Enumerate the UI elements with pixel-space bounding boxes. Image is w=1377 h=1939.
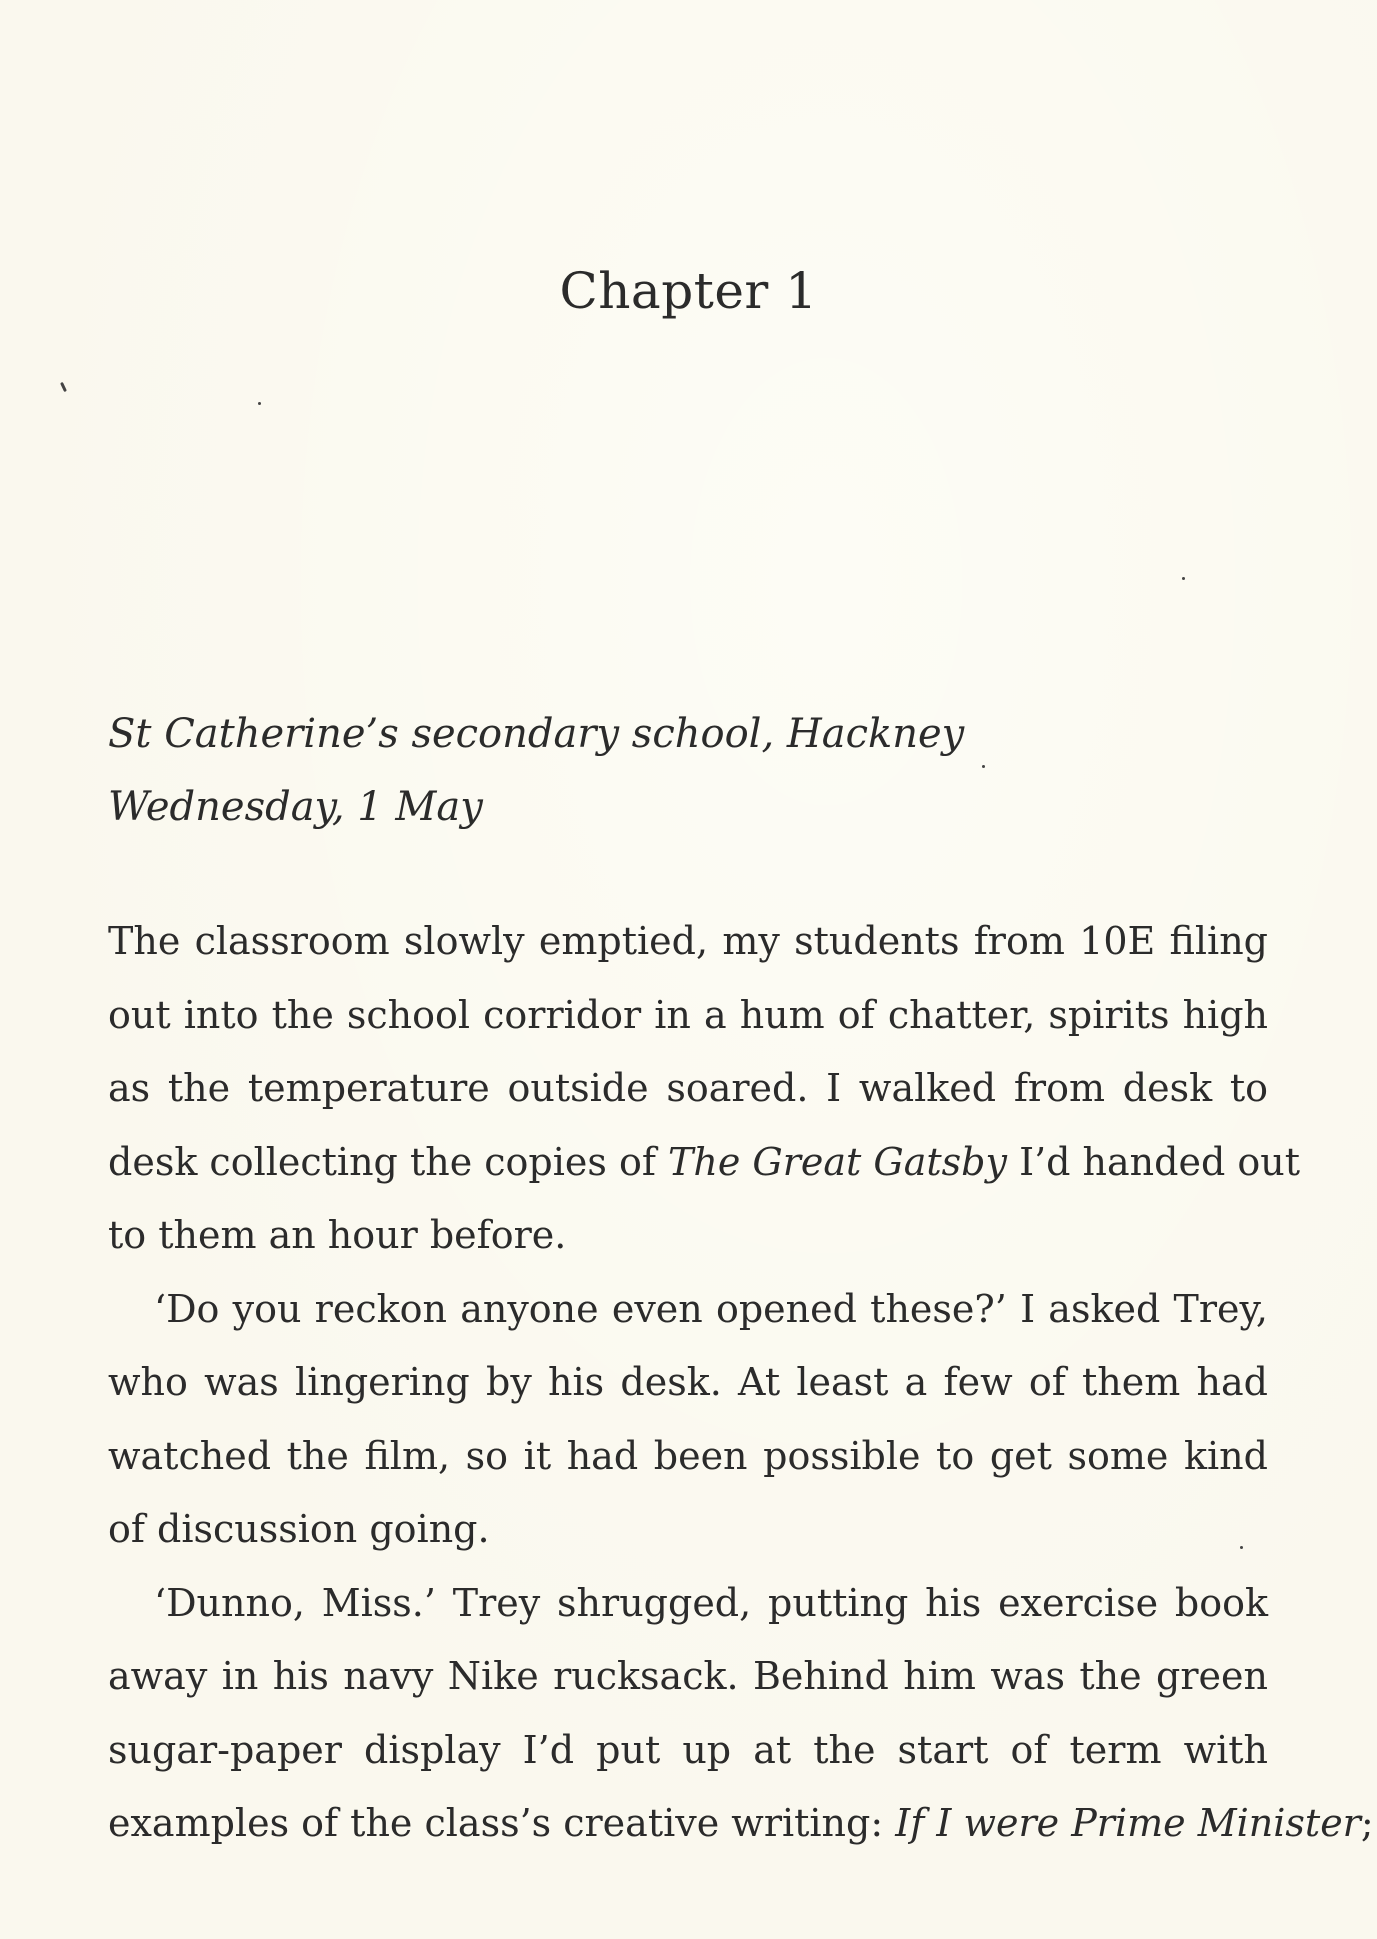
text-line <box>108 1787 1374 1861</box>
setting-place: St Catherine’s secondary school, Hackney <box>108 711 965 757</box>
setting-date: Wednesday, 1 May <box>108 784 483 830</box>
text-line: ‘Dunno, Miss.’ Trey shrugged, putting his exercise book <box>154 1580 1268 1625</box>
text-line: as the temperature outside soared. I walked from desk to <box>108 1066 1268 1110</box>
text-line: who was lingering by his desk. At least a few of them had <box>108 1360 1268 1404</box>
chapter-title: Chapter 1 <box>559 262 818 320</box>
essay-title: If I were Prime Minister <box>895 1801 1361 1845</box>
text-line <box>108 1126 1300 1200</box>
scan-speck <box>982 765 985 768</box>
body-text <box>108 905 1374 1861</box>
text-line: The classroom slowly emptied, my students from 10E filing <box>108 919 1268 963</box>
scan-speck <box>60 382 67 392</box>
setting-heading <box>108 698 964 844</box>
text-segment: desk collecting the copies of <box>108 1139 668 1184</box>
book-title: The Great Gatsby <box>668 1139 1007 1184</box>
text-line: ‘Do you reckon anyone even opened these?’ I asked Trey, <box>154 1286 1268 1331</box>
text-line: out into the school corridor in a hum of chatter, spirits high <box>108 992 1268 1037</box>
text-line: of discussion going. <box>108 1507 490 1551</box>
text-segment: I’d handed out <box>1006 1139 1300 1184</box>
text-line: sugar-paper display I’d put up at the start of term with <box>108 1727 1268 1772</box>
text-line: away in his navy Nike rucksack. Behind him was the green <box>108 1654 1268 1698</box>
scan-speck <box>258 402 261 405</box>
scan-speck <box>1182 577 1185 580</box>
text-segment: ; <box>1360 1801 1374 1845</box>
text-segment: examples of the class’s creative writing: <box>108 1801 896 1845</box>
text-line: watched the film, so it had been possible to get some kind <box>108 1433 1268 1478</box>
scan-speck <box>1240 1546 1243 1549</box>
text-line: to them an hour before. <box>108 1213 567 1257</box>
